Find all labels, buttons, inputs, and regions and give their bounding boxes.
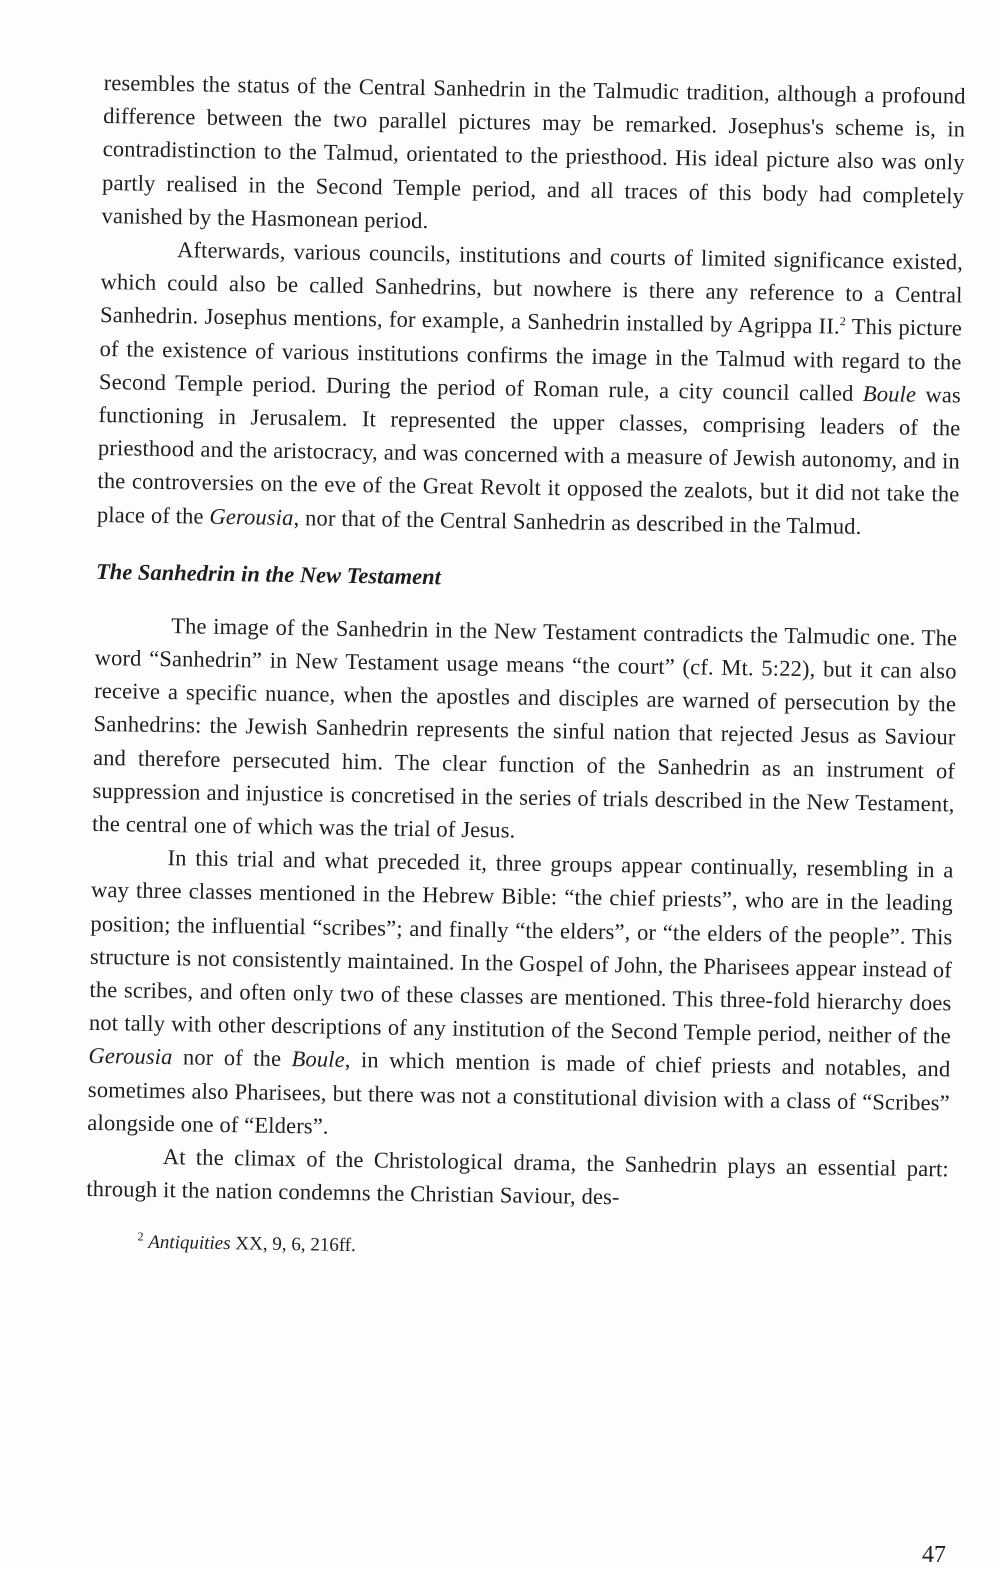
paragraph-4-text-a: In this trial and what preceded it, three groups appear continually, resembling in a way three classes mentioned in the Hebrew Bible: “the chief priests”, who are in the leading position; the influential “scribes”; and finally “the elders”, or “the elders of the people”. This structure is not consistently maintained. In the Gospel of John, the Pharisees appear instead of the scribes, and often only two of these classes are mentioned. This three-fold hierarchy does not tally with other descriptions of any institution of the Second Temple period, neither of the <box>88 845 954 1049</box>
term-boule: Boule <box>291 1046 346 1073</box>
page-number: 47 <box>922 1542 946 1568</box>
paragraph-4 <box>87 840 954 1152</box>
paragraph-2-text-c: was functioning in Jerusalem. It represented the upper classes, comprising leaders of the priesthood and the aristocracy, and was concerned with a measure of Jewish autonomy, and in the controversies on the eve of the Great Revolt it opposed the zealots, but it did not take the place of the <box>96 381 962 529</box>
body-text <box>85 66 966 1269</box>
term-boule: Boule <box>862 380 917 407</box>
paragraph-4-text-b: nor of the <box>172 1044 292 1072</box>
paragraph-1: resembles the status of the Central Sanhedrin in the Talmudic tradition, although a profound difference between the two parallel pictures may be remarked. Josephus's scheme is, in contradistinction to the Talmud, orientated to the priesthood. His ideal picture also was only partly realised in the Second Temple period, and all traces of this body had completely vanished by the Hasmonean period. <box>101 69 966 233</box>
paragraph-2-text-d: , nor that of the Central Sanhedrin as described in the Talmud. <box>293 504 862 539</box>
paragraph-2 <box>97 232 964 544</box>
footnote-reference-text: XX, 9, 6, 216ff. <box>230 1232 357 1256</box>
paragraph-2-text-a: Afterwards, various councils, institutions and courts of limited significance existed, which could also be called Sanhedrins, but nowhere is there any reference to a Central Sanhedrin. Josephus mentions, for example, a Sanhedrin installed by Agrippa II. <box>99 237 964 340</box>
term-gerousia: Gerousia <box>88 1043 173 1070</box>
paragraph-3: The image of the Sanhedrin in the New Testament contradicts the Talmudic one. The word “Sanhedrin” in New Testament usage means “the court” (cf. Mt. 5:22), but it can also receive a specific nuance, when the apostles and disciples are warned of persecution by the Sanhedrins: the Jewish Sanhedrin represents the sinful nation that rejected Jesus as Saviour and therefore persecuted him. The clear function of the Sanhedrin as an instrument of suppression and injustice is concretised in the series of trials described in the New Testament, the central one of which was the trial of Jesus. <box>91 612 958 843</box>
footnote-number: 2 <box>137 1228 144 1243</box>
footnote-title: Antiquities <box>148 1231 231 1254</box>
footnote <box>137 1228 947 1269</box>
section-heading: The Sanhedrin in the New Testament <box>95 558 442 590</box>
footnote-reference: 2 <box>839 314 847 329</box>
paragraph-5: At the climax of the Christological drama, the Sanhedrin plays an essential part: through it the nation condemns the Christian Saviour, des- <box>86 1144 949 1210</box>
paragraph-4-text-c: , in which mention is made of chief priests and notables, and sometimes also Pharisees, but there was not a constitutional division with a class of “Scribes” alongside one of “Elders”. <box>87 1047 951 1139</box>
term-gerousia: Gerousia <box>209 503 294 530</box>
paragraph-2-text-b: This picture of the existence of various institutions confirms the image in the Talmud with regard to the Second Temple period. During the period of Roman rule, a city council called <box>98 314 963 406</box>
